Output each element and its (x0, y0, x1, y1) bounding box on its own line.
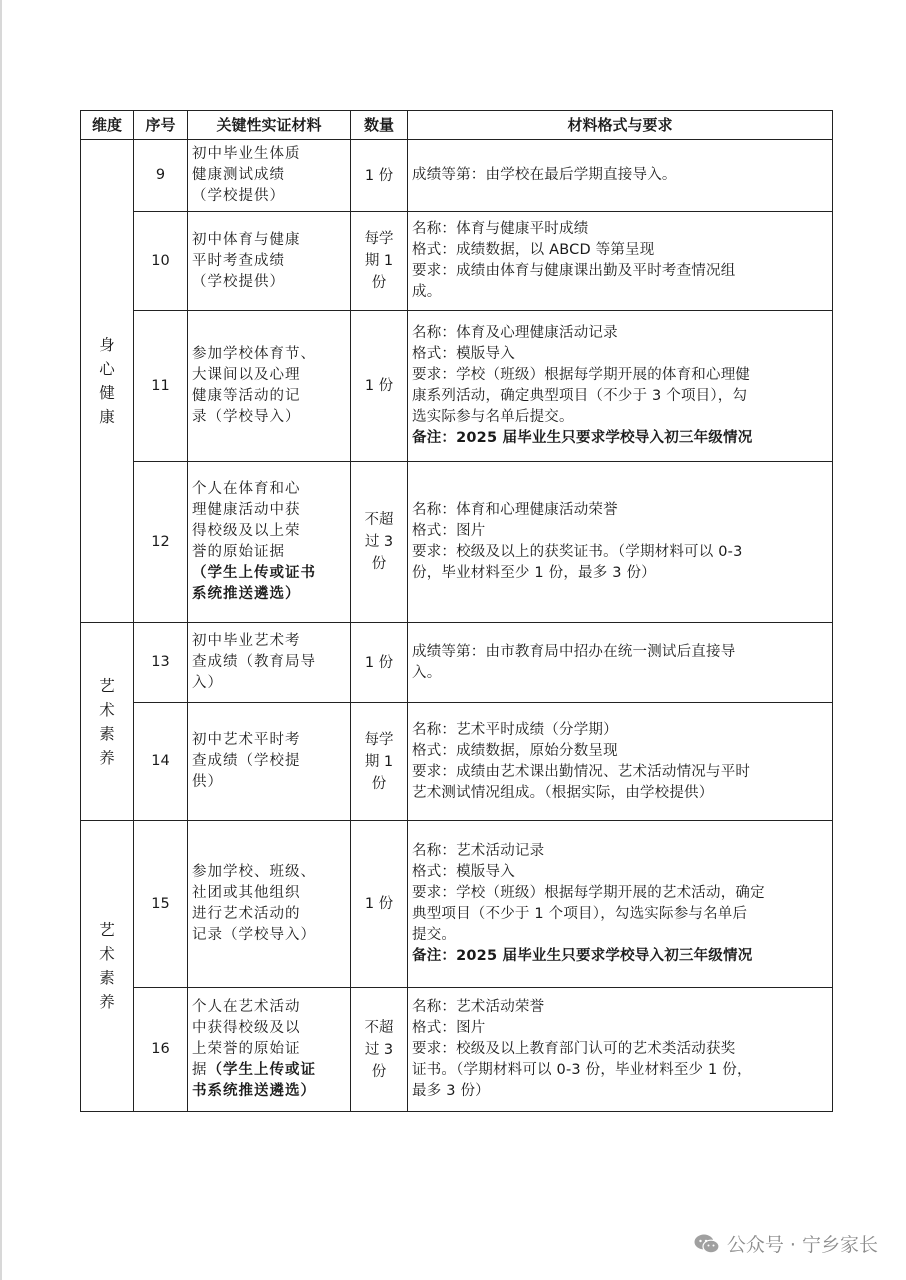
quantity-cell: 1 份 (351, 140, 408, 212)
quantity-cell: 1 份 (351, 311, 408, 462)
quantity-cell: 每学 期 1 份 (351, 212, 408, 311)
table-row (81, 988, 833, 1112)
format-cell: 名称：体育及心理健康活动记录 格式：模版导入 要求：学校（班级）根据每学期开展的体育和心理健 康系列活动，确定典型项目（不少于 3 个项目），勾 选实际参与名单后提交。 备注：2025 届毕业生只要求学校导入初三年级情况 (408, 311, 833, 462)
quantity-cell: 每学 期 1 份 (351, 703, 408, 821)
format-cell: 成绩等第：由学校在最后学期直接导入。 (408, 140, 833, 212)
note-text: 备注：2025 届毕业生只要求学校导入初三年级情况 (412, 948, 753, 964)
row-number: 16 (134, 988, 188, 1112)
note-text: 备注：2025 届毕业生只要求学校导入初三年级情况 (412, 430, 753, 446)
table-row (81, 703, 833, 821)
quantity-cell: 不超 过 3 份 (351, 988, 408, 1112)
table-row (81, 623, 833, 703)
table-row (81, 462, 833, 623)
table-row (81, 821, 833, 988)
table-row (81, 140, 833, 212)
material-cell: 初中毕业生体质 健康测试成绩 （学校提供） (188, 140, 351, 212)
wechat-icon (693, 1233, 721, 1255)
format-cell: 名称：艺术活动记录 格式：模版导入 要求：学校（班级）根据每学期开展的艺术活动，确定 典型项目（不少于 1 个项目），勾选实际参与名单后 提交。 备注：2025 届毕业生只要求学校导入初三年级情况 (408, 821, 833, 988)
header-format: 材料格式与要求 (408, 111, 833, 140)
material-cell: 参加学校、班级、 社团或其他组织 进行艺术活动的 记录（学校导入） (188, 821, 351, 988)
watermark-text: 公众号 · 宁乡家长 (726, 1234, 878, 1256)
header-number: 序号 (134, 111, 188, 140)
material-cell: 个人在体育和心 理健康活动中获 得校级及以上荣 誉的原始证据 （学生上传或证书 系统推送遴选） (188, 462, 351, 623)
dimension-cell-physical-mental-health: 身 心 健 康 (81, 140, 134, 623)
row-number: 12 (134, 462, 188, 623)
row-number: 10 (134, 212, 188, 311)
quantity-cell: 1 份 (351, 821, 408, 988)
material-cell: 初中毕业艺术考 查成绩（教育局导 入） (188, 623, 351, 703)
row-number: 13 (134, 623, 188, 703)
row-number: 14 (134, 703, 188, 821)
quantity-cell: 1 份 (351, 623, 408, 703)
header-dimension: 维度 (81, 111, 134, 140)
quantity-cell: 不超 过 3 份 (351, 462, 408, 623)
requirements-table (80, 110, 833, 1112)
format-cell: 名称：艺术活动荣誉 格式：图片 要求：校级及以上教育部门认可的艺术类活动获奖 证书。（学期材料可以 0-3 份，毕业材料至少 1 份， 最多 3 份） (408, 988, 833, 1112)
header-material: 关键性实证材料 (188, 111, 351, 140)
row-number: 11 (134, 311, 188, 462)
material-cell: 初中体育与健康 平时考查成绩 （学校提供） (188, 212, 351, 311)
format-cell: 名称：艺术平时成绩（分学期） 格式：成绩数据，原始分数呈现 要求：成绩由艺术课出勤情况、艺术活动情况与平时 艺术测试情况组成。（根据实际，由学校提供） (408, 703, 833, 821)
watermark (693, 1230, 878, 1257)
table-row (81, 311, 833, 462)
dimension-cell-art-literacy-2: 艺 术 素 养 (81, 821, 134, 1112)
row-number: 9 (134, 140, 188, 212)
table-header-row (81, 111, 833, 140)
format-cell: 名称：体育和心理健康活动荣誉 格式：图片 要求：校级及以上的获奖证书。（学期材料可以 0-3 份，毕业材料至少 1 份，最多 3 份） (408, 462, 833, 623)
header-quantity: 数量 (351, 111, 408, 140)
format-cell: 成绩等第：由市教育局中招办在统一测试后直接导 入。 (408, 623, 833, 703)
dimension-cell-art-literacy: 艺 术 素 养 (81, 623, 134, 821)
table-row (81, 212, 833, 311)
row-number: 15 (134, 821, 188, 988)
material-cell: 参加学校体育节、 大课间以及心理 健康等活动的记 录（学校导入） (188, 311, 351, 462)
material-cell: 初中艺术平时考 查成绩（学校提 供） (188, 703, 351, 821)
format-cell: 名称：体育与健康平时成绩 格式：成绩数据，以 ABCD 等第呈现 要求：成绩由体育与健康课出勤及平时考查情况组 成。 (408, 212, 833, 311)
material-cell: 个人在艺术活动 中获得校级及以 上荣誉的原始证 据（学生上传或证 书系统推送遴选） (188, 988, 351, 1112)
